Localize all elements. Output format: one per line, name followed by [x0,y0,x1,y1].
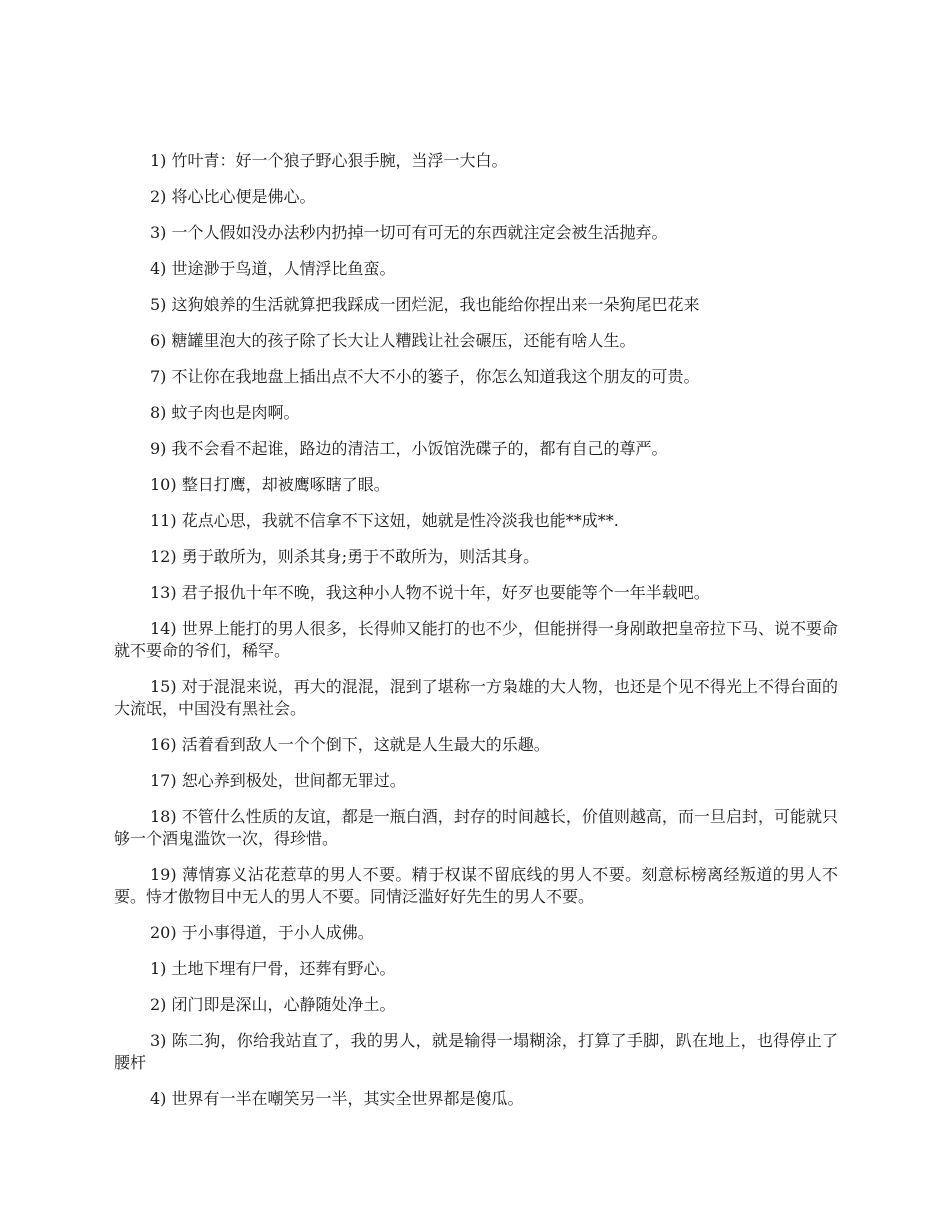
paragraph: 15) 对于混混来说，再大的混混，混到了堪称一方枭雄的大人物，也还是个见不得光上不得台面的大流氓，中国没有黑社会。 [114,677,838,718]
paragraph: 12) 勇于敢所为，则杀其身;勇于不敢所为，则活其身。 [150,547,540,566]
paragraph: 2) 将心比心便是佛心。 [150,187,316,206]
paragraph: 19) 薄情寡义沾花惹草的男人不要。精于权谋不留底线的男人不要。刻意标榜离经叛道的男人不要。恃才傲物目中无人的男人不要。同情泛滥好好先生的男人不要。 [114,865,838,906]
paragraph: 2) 闭门即是深山，心静随处净土。 [150,995,396,1014]
paragraph: 13) 君子报仇十年不晚，我这种小人物不说十年，好歹也要能等个一年半载吧。 [150,583,710,602]
paragraph: 5) 这狗娘养的生活就算把我踩成一团烂泥，我也能给你捏出来一朵狗尾巴花来 [150,295,700,314]
paragraph: 14) 世界上能打的男人很多，长得帅又能打的也不少，但能拼得一身剐敢把皇帝拉下马、说不要命就不要命的爷们，稀罕。 [114,619,838,660]
paragraph: 1) 土地下埋有尸骨，还葬有野心。 [150,959,396,978]
paragraph: 4) 世界有一半在嘲笑另一半，其实全世界都是傻瓜。 [150,1089,524,1108]
paragraph: 10) 整日打鹰，却被鹰啄瞎了眼。 [150,475,390,494]
paragraph: 6) 糖罐里泡大的孩子除了长大让人糟践让社会碾压，还能有啥人生。 [150,331,636,350]
paragraph: 9) 我不会看不起谁，路边的清洁工，小饭馆洗碟子的，都有自己的尊严。 [150,439,668,458]
paragraph: 4) 世途渺于鸟道，人情浮比鱼蛮。 [150,259,396,278]
paragraph: 7) 不让你在我地盘上插出点不大不小的篓子，你怎么知道我这个朋友的可贵。 [150,367,700,386]
paragraph: 18) 不管什么性质的友谊，都是一瓶白酒，封存的时间越长，价值则越高，而一旦启封，可能就只够一个酒鬼滥饮一次，得珍惜。 [114,807,838,848]
paragraph: 11) 花点心思，我就不信拿不下这妞，她就是性冷淡我也能**成**. [150,511,619,530]
paragraph: 20) 于小事得道，于小人成佛。 [150,923,374,942]
document-body [114,150,838,1124]
paragraph: 16) 活着看到敌人一个个倒下，这就是人生最大的乐趣。 [150,735,550,754]
paragraph: 1) 竹叶青：好一个狼子野心狠手腕，当浮一大白。 [150,151,508,170]
paragraph: 3) 一个人假如没办法秒内扔掉一切可有可无的东西就注定会被生活抛弃。 [150,223,668,242]
paragraph: 3) 陈二狗，你给我站直了，我的男人，就是输得一塌糊涂，打算了手脚，趴在地上，也得停止了腰杆 [114,1031,838,1072]
paragraph: 8) 蚊子肉也是肉啊。 [150,403,300,422]
paragraph: 17) 恕心养到极处，世间都无罪过。 [150,771,406,790]
